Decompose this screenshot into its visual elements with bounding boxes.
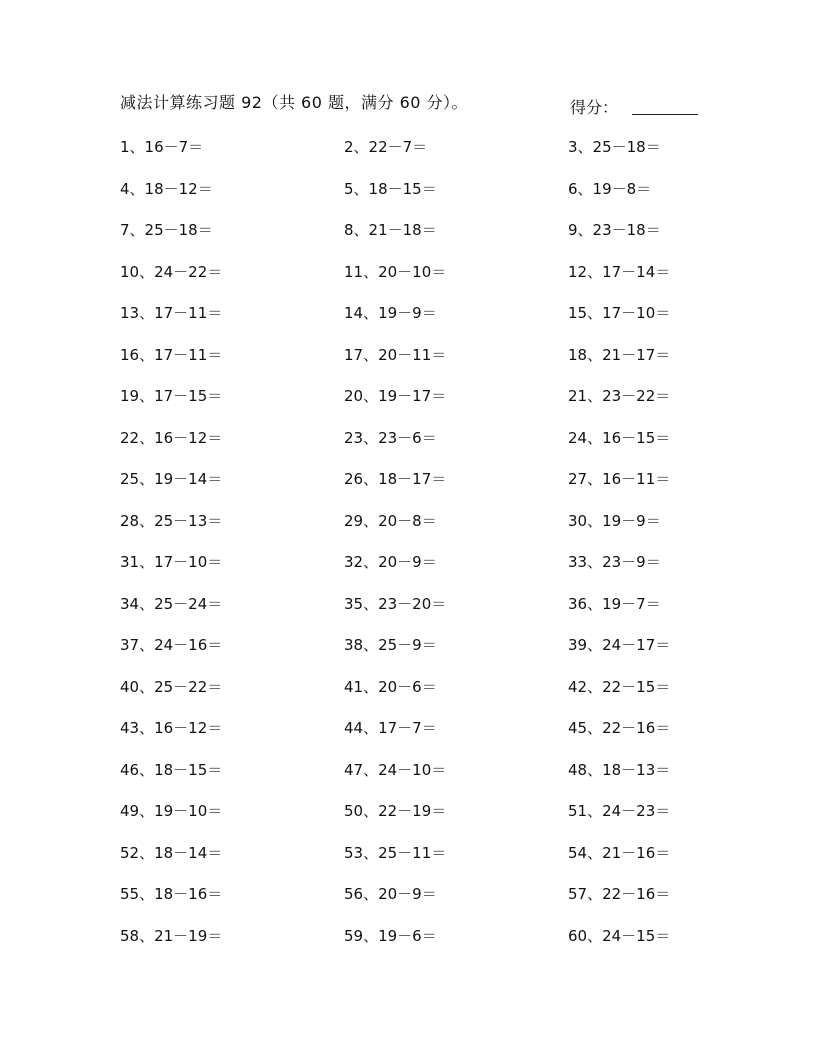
- score-blank-line[interactable]: [632, 94, 698, 115]
- problem-item: 48、18－13＝: [568, 760, 671, 779]
- problem-item: 32、20－9＝: [344, 553, 437, 571]
- problem-item: 2、22－7＝: [344, 138, 428, 156]
- problem-item: 12、17－14＝: [568, 262, 671, 281]
- problem-item: 22、16－12＝: [120, 428, 223, 447]
- problem-item: 4、18－12＝: [120, 179, 213, 198]
- problem-item: 11、20－10＝: [344, 262, 447, 281]
- problem-item: 38、25－9＝: [344, 636, 437, 654]
- problem-item: 51、24－23＝: [568, 802, 671, 820]
- problem-item: 7、25－18＝: [120, 221, 213, 239]
- problem-item: 8、21－18＝: [344, 221, 437, 239]
- problem-item: 46、18－15＝: [120, 760, 223, 779]
- problem-item: 42、22－15＝: [568, 677, 671, 696]
- problem-item: 50、22－19＝: [344, 802, 447, 820]
- problem-item: 13、17－11＝: [120, 304, 223, 322]
- worksheet-title: 减法计算练习题 92（共 60 题，满分 60 分）。: [120, 93, 469, 112]
- problem-item: 3、25－18＝: [568, 138, 661, 156]
- problem-item: 18、21－17＝: [568, 345, 671, 364]
- problem-item: 25、19－14＝: [120, 470, 223, 488]
- problem-item: 55、18－16＝: [120, 885, 223, 903]
- problem-item: 23、23－6＝: [344, 428, 437, 447]
- problem-item: 1、16－7＝: [120, 138, 204, 156]
- problem-item: 35、23－20＝: [344, 594, 447, 613]
- problem-item: 26、18－17＝: [344, 470, 447, 488]
- problem-item: 49、19－10＝: [120, 802, 223, 820]
- problem-item: 20、19－17＝: [344, 387, 447, 405]
- problem-item: 27、16－11＝: [568, 470, 671, 488]
- problem-grid: [120, 135, 720, 965]
- problem-item: 31、17－10＝: [120, 553, 223, 571]
- problem-item: 16、17－11＝: [120, 345, 223, 364]
- problem-item: 53、25－11＝: [344, 843, 447, 862]
- problem-item: 15、17－10＝: [568, 304, 671, 322]
- problem-item: 33、23－9＝: [568, 553, 661, 571]
- problem-item: 39、24－17＝: [568, 636, 671, 654]
- problem-item: 6、19－8＝: [568, 179, 652, 198]
- problem-item: 29、20－8＝: [344, 511, 437, 530]
- problem-item: 57、22－16＝: [568, 885, 671, 903]
- problem-item: 10、24－22＝: [120, 262, 223, 281]
- problem-item: 58、21－19＝: [120, 926, 223, 945]
- problem-item: 40、25－22＝: [120, 677, 223, 696]
- problem-item: 44、17－7＝: [344, 719, 437, 737]
- problem-item: 43、16－12＝: [120, 719, 223, 737]
- problem-item: 30、19－9＝: [568, 511, 661, 530]
- problem-item: 28、25－13＝: [120, 511, 223, 530]
- problem-item: 36、19－7＝: [568, 594, 661, 613]
- problem-item: 17、20－11＝: [344, 345, 447, 364]
- problem-item: 52、18－14＝: [120, 843, 223, 862]
- problem-item: 9、23－18＝: [568, 221, 661, 239]
- problem-item: 60、24－15＝: [568, 926, 671, 945]
- problem-item: 19、17－15＝: [120, 387, 223, 405]
- problem-item: 14、19－9＝: [344, 304, 437, 322]
- problem-item: 21、23－22＝: [568, 387, 671, 405]
- problem-item: 56、20－9＝: [344, 885, 437, 903]
- score-label: 得分：: [570, 98, 619, 117]
- problem-item: 37、24－16＝: [120, 636, 223, 654]
- problem-item: 41、20－6＝: [344, 677, 437, 696]
- problem-item: 59、19－6＝: [344, 926, 437, 945]
- problem-item: 5、18－15＝: [344, 179, 437, 198]
- problem-item: 47、24－10＝: [344, 760, 447, 779]
- problem-item: 45、22－16＝: [568, 719, 671, 737]
- problem-item: 24、16－15＝: [568, 428, 671, 447]
- problem-item: 34、25－24＝: [120, 594, 223, 613]
- problem-item: 54、21－16＝: [568, 843, 671, 862]
